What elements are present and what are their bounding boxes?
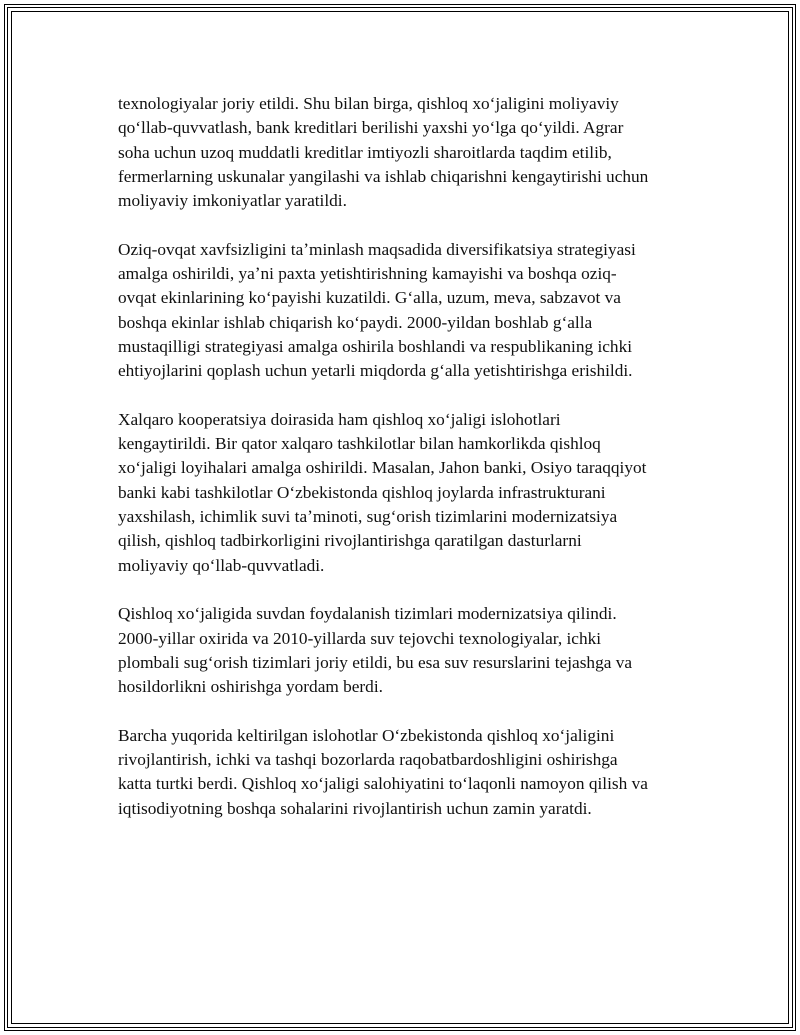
paragraph-credit-support: texnologiyalar joriy etildi. Shu bilan birga, qishloq xoʻjaligini moliyaviy qoʻllab-quvvatlash, bank kreditlari berilishi yaxshi yoʻlga qoʻyildi. Agrar soha uchun uzoq muddatli kreditlar imtiyozli sharoitlarda taqdim etilib, fermerlarning uskunalar yangilashi va ishlab chiqarishni kengaytirishi uchun moliyaviy imkoniyatlar yaratildi. xyxy=(118,94,649,211)
document-body xyxy=(118,92,708,845)
paragraph-international-cooperation: Xalqaro kooperatsiya doirasida ham qishloq xoʻjaligi islohotlari kengaytirildi. Bir qator xalqaro tashkilotlar bilan hamkorlikda qishloq xoʻjaligi loyihalari amalga oshirildi. Masalan, Jahon banki, Osiyo taraqqiyot banki kabi tashkilotlar Oʻzbekistonda qishloq joylarda infrastrukturani yaxshilash, ichimlik suvi taʼminoti, sugʻorish tizimlarini modernizatsiya qilish, qishloq tadbirkorligini rivojlantirishga qaratilgan dasturlarni moliyaviy qoʻllab-quvvatladi. xyxy=(118,409,647,575)
paragraph-food-security: Oziq-ovqat xavfsizligini taʼminlash maqsadida diversifikatsiya strategiyasi amalga oshirildi, yaʼni paxta yetishtirishning kamayishi va boshqa oziq- ovqat ekinlarining koʻpayishi kuzatildi. Gʻalla, uzum, meva, sabzavot va boshqa ekinlar ishlab chiqarish koʻpaydi. 2000-yildan boshlab gʻalla mustaqilligi strategiyasi amalga oshirila boshlandi va respublikaning ichki ehtiyojlarini qoplash uchun yetarli miqdorda gʻalla yetishtirishga erishildi. xyxy=(118,239,636,381)
paragraph-conclusion: Barcha yuqorida keltirilgan islohotlar Oʻzbekistonda qishloq xoʻjaligini rivojlantirish, ichki va tashqi bozorlarda raqobatbardoshligini oshirishga katta turtki berdi. Qishloq xoʻjaligi salohiyatini toʻlaqonli namoyon qilish va iqtisodiyotning boshqa sohalarini rivojlantirish uchun zamin yaratdi. xyxy=(118,725,648,818)
paragraph-water-modernization: Qishloq xoʻjaligida suvdan foydalanish tizimlari modernizatsiya qilindi. 2000-yillar oxirida va 2010-yillarda suv tejovchi texnologiyalar, ichki plombali sugʻorish tizimlari joriy etildi, bu esa suv resurslarini tejashga va hosildorlikni oshirishga yordam berdi. xyxy=(118,604,633,697)
